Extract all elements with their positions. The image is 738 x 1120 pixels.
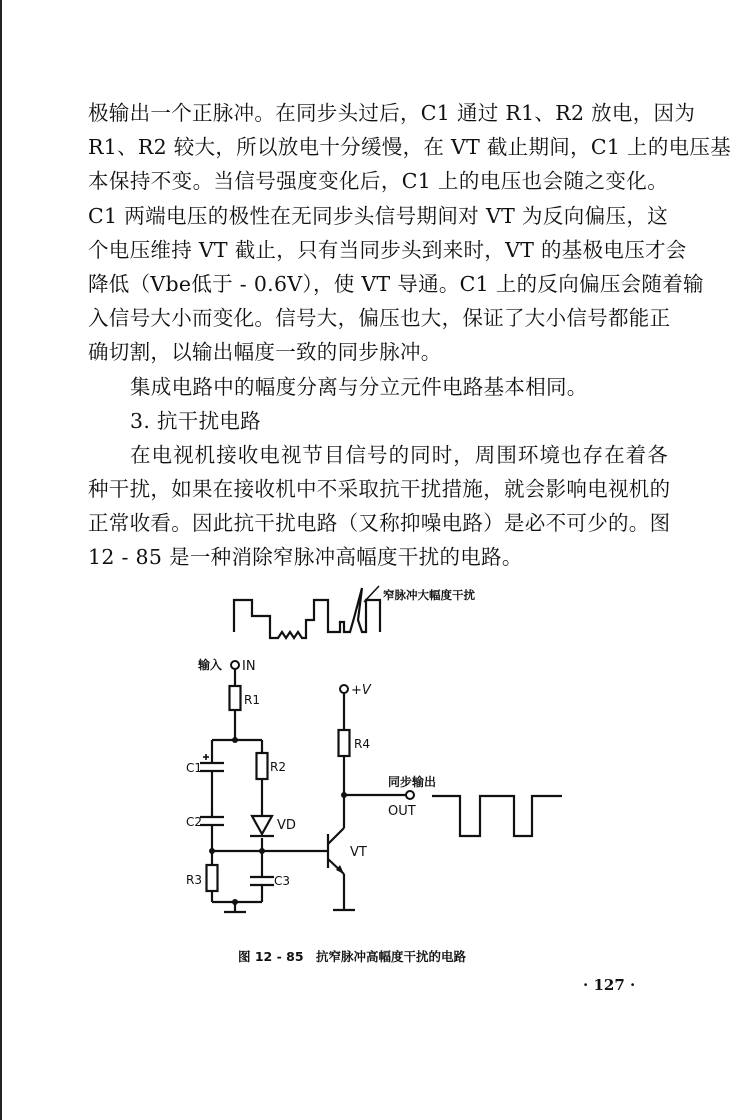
r3-resistor (207, 865, 218, 891)
vt-label: VT (350, 845, 367, 860)
text-line: 种干扰，如果在接收机中不采取抗干扰措施，就会影响电视机的 (88, 477, 671, 502)
text-line: R1、R2 较大，所以放电十分缓慢，在 VT 截止期间，C1 上的电压基 (88, 135, 732, 160)
c2-label: C2 (186, 815, 203, 829)
output-waveform (432, 796, 562, 836)
supply-label: +V (351, 683, 371, 698)
r1-resistor (230, 686, 241, 710)
text-line: 正常收看。因此抗干扰电路（又称抑噪电路）是必不可少的。图 (88, 511, 671, 536)
r3-label: R3 (186, 873, 202, 887)
scan-edge (0, 0, 2, 1120)
text-line: 降低（Vbe低于 - 0.6V），使 VT 导通。C1 上的反向偏压会随着输 (88, 271, 704, 296)
in-terminal (231, 661, 239, 669)
text-line: 本保持不变。当信号强度变化后，C1 上的电压也会随之变化。 (88, 169, 668, 194)
input-label: 输入 (198, 658, 223, 672)
figure-caption: 图 12 - 85 抗窄脉冲高幅度干扰的电路 (238, 949, 467, 964)
out-label: OUT (388, 804, 416, 819)
page-number: · 127 · (583, 976, 636, 994)
r2-label: R2 (270, 760, 286, 774)
r4-label: R4 (354, 737, 370, 751)
text-line: 极输出一个正脉冲。在同步头过后，C1 通过 R1、R2 放电，因为 (88, 101, 696, 125)
out-terminal (406, 791, 414, 799)
in-label: IN (242, 659, 256, 674)
r4-resistor (339, 730, 350, 756)
circuit-figure (178, 580, 578, 920)
r2-resistor (257, 753, 268, 779)
r1-label: R1 (244, 693, 260, 707)
vd-diode (252, 816, 272, 834)
circuit-diagram (178, 580, 578, 920)
text-line: 确切割，以输出幅度一致的同步脉冲。 (88, 340, 442, 365)
interference-label: 窄脉冲大幅度干扰 (383, 588, 475, 602)
supply-terminal (340, 685, 348, 693)
text-line: 集成电路中的幅度分离与分立元件电路基本相同。 (130, 374, 588, 399)
text-line: 个电压维持 VT 截止，只有当同步头到来时，VT 的基极电压才会 (88, 237, 687, 262)
body-text (88, 96, 732, 575)
c3-label: C3 (274, 874, 291, 888)
vd-label: VD (277, 818, 296, 833)
text-line: 12 - 85 是一种消除窄脉冲高幅度干扰的电路。 (88, 545, 523, 570)
text-line: 入信号大小而变化。信号大，偏压也大，保证了大小信号都能正 (88, 306, 671, 331)
text-line: 在电视机接收电视节目信号的同时，周围环境也存在着各 (130, 442, 668, 467)
c1-label: C1 (186, 761, 203, 775)
text-line: C1 两端电压的极性在无同步头信号期间对 VT 为反向偏压，这 (88, 203, 668, 228)
output-label: 同步输出 (388, 775, 437, 789)
input-waveform (234, 588, 380, 638)
section-heading: 3. 抗干扰电路 (130, 408, 261, 433)
